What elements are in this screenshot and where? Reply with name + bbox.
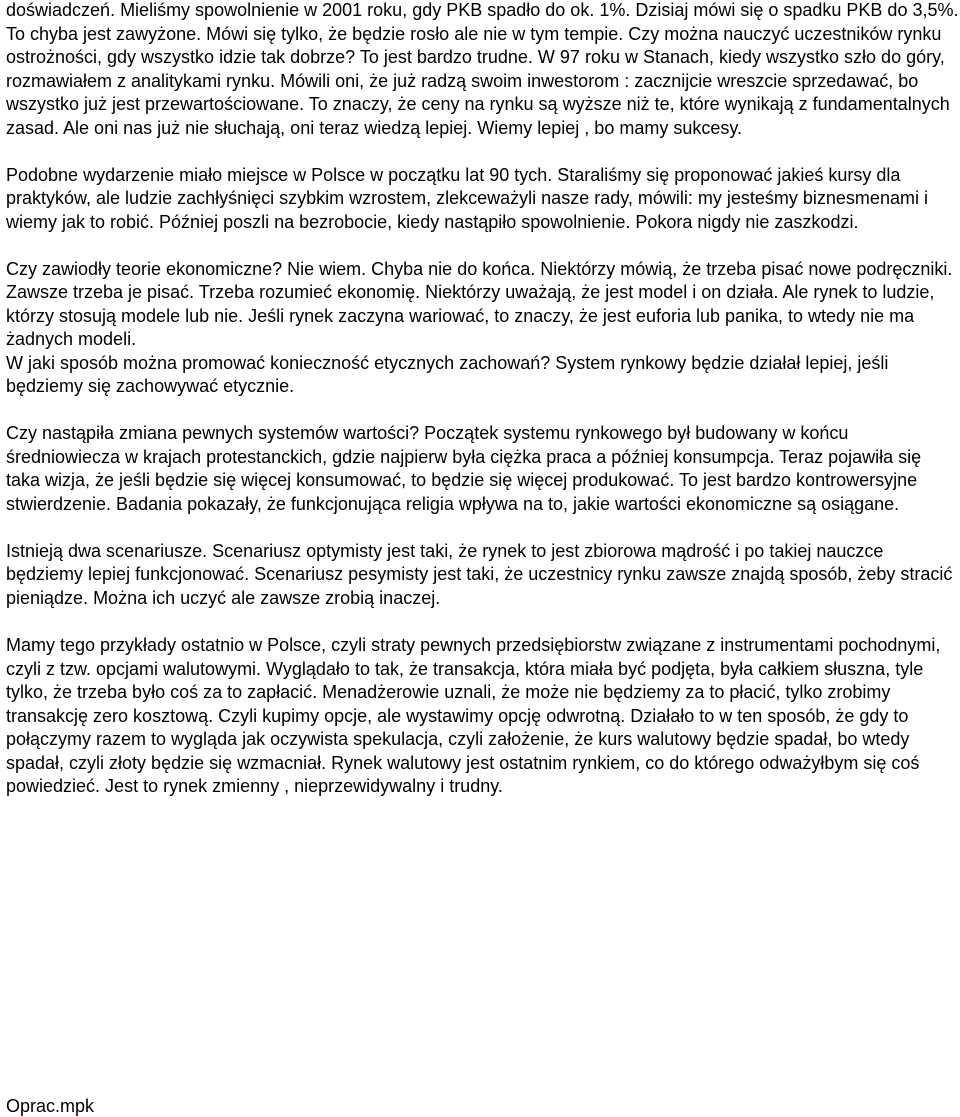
paragraph-spacer xyxy=(6,234,960,258)
paragraph-7: Mamy tego przykłady ostatnio w Polsce, czyli straty pewnych przedsiębiorstw związane z instrumentami pochodnymi, czyli z tzw. opcjami walutowymi. Wyglądało to tak, że transakcja, która miała być podjęta, była całkiem słuszna, tyle tylko, że trzeba było coś za to zapłacić. Menadżerowie uznali, że może nie będziemy za to płacić, tylko zrobimy transakcję zero kosztową. Czyli kupimy opcje, ale wystawimy opcję odwrotną. Działało to w ten sposób, że gdy to połączymy razem to wygląda jak oczywista spekulacja, czyli założenie, że kurs walutowy będzie spadał, bo wtedy spadał, czyli złoty będzie się wzmacniał. Rynek walutowy jest ostatnim rynkiem, co do którego odważyłbym się coś powiedzieć. Jest to rynek zmienny , nieprzewidywalny i trudny. xyxy=(6,635,941,796)
paragraph-2: Podobne wydarzenie miało miejsce w Polsce w początku lat 90 tych. Staraliśmy się proponować jakieś kursy dla praktyków, ale ludzie zachłyśnięci szybkim wzrostem, zlekceważyli nasze rady, mówili: my jesteśmy biznesmenami i wiemy jak to robić. Później poszli na bezrobocie, kiedy nastąpiło spowolnienie. Pokora nigdy nie zaszkodzi. xyxy=(6,164,928,232)
paragraph-3: Czy zawiodły teorie ekonomiczne? Nie wiem. Chyba nie do końca. Niektórzy mówią, że trzeba pisać nowe podręczniki. Zawsze trzeba je pisać. Trzeba rozumieć ekonomię. Niektórzy uważają, że jest model i on działa. Ale rynek to ludzie, którzy stosują modele lub nie. Jeśli rynek zaczyna wariować, to znaczy, że jest euforia lub panika, to wtedy nie ma żadnych modeli. xyxy=(6,258,953,349)
paragraph-5: Czy nastąpiła zmiana pewnych systemów wartości? Początek systemu rynkowego był budowany w końcu średniowiecza w krajach protestanckich, gdzie najpierw była ciężka praca a później konsumpcja. Teraz pojawiła się taka wizja, że jeśli będzie się więcej konsumować, to będzie się więcej produkować. To jest bardzo kontrowersyjne stwierdzenie. Badania pokazały, że funkcjonująca religia wpływa na to, jakie wartości ekonomiczne są osiągane. xyxy=(6,423,922,514)
footer-signature: Oprac.mpk xyxy=(6,1096,95,1116)
paragraph-4: W jaki sposób można promować konieczność etycznych zachowań? System rynkowy będzie działał lepiej, jeśli będziemy się zachowywać etycznie. xyxy=(6,352,889,396)
paragraph-spacer xyxy=(6,516,960,540)
document-body xyxy=(6,0,960,799)
paragraph-1: doświadczeń. Mieliśmy spowolnienie w 2001 roku, gdy PKB spadło do ok. 1%. Dzisiaj mówi się o spadku PKB do 3,5%. To chyba jest zawyżone. Mówi się tylko, że będzie rosło ale nie w tym tempie. Czy można nauczyć uczestników rynku ostrożności, gdy wszystko idzie tak dobrze? To jest bardzo trudne. W 97 roku w Stanach, kiedy wszystko szło do góry, rozmawiałem z analitykami rynku. Mówili oni, że już radzą swoim inwestorom : zacznijcie wreszcie sprzedawać, bo wszystko już jest przewartościowane. To znaczy, że ceny na rynku są wyższe niż te, które wynikają z fundamentalnych zasad. Ale oni nas już nie słuchają, oni teraz wiedzą lepiej. Wiemy lepiej , bo mamy sukcesy. xyxy=(6,0,959,138)
paragraph-spacer xyxy=(6,610,960,634)
paragraph-spacer xyxy=(6,140,960,164)
paragraph-spacer xyxy=(6,399,960,423)
paragraph-6: Istnieją dwa scenariusze. Scenariusz optymisty jest taki, że rynek to jest zbiorowa mądrość i po takiej nauczce będziemy lepiej funkcjonować. Scenariusz pesymisty jest taki, że uczestnicy rynku zawsze znajdą sposób, żeby stracić pieniądze. Można ich uczyć ale zawsze zrobią inaczej. xyxy=(6,540,953,608)
